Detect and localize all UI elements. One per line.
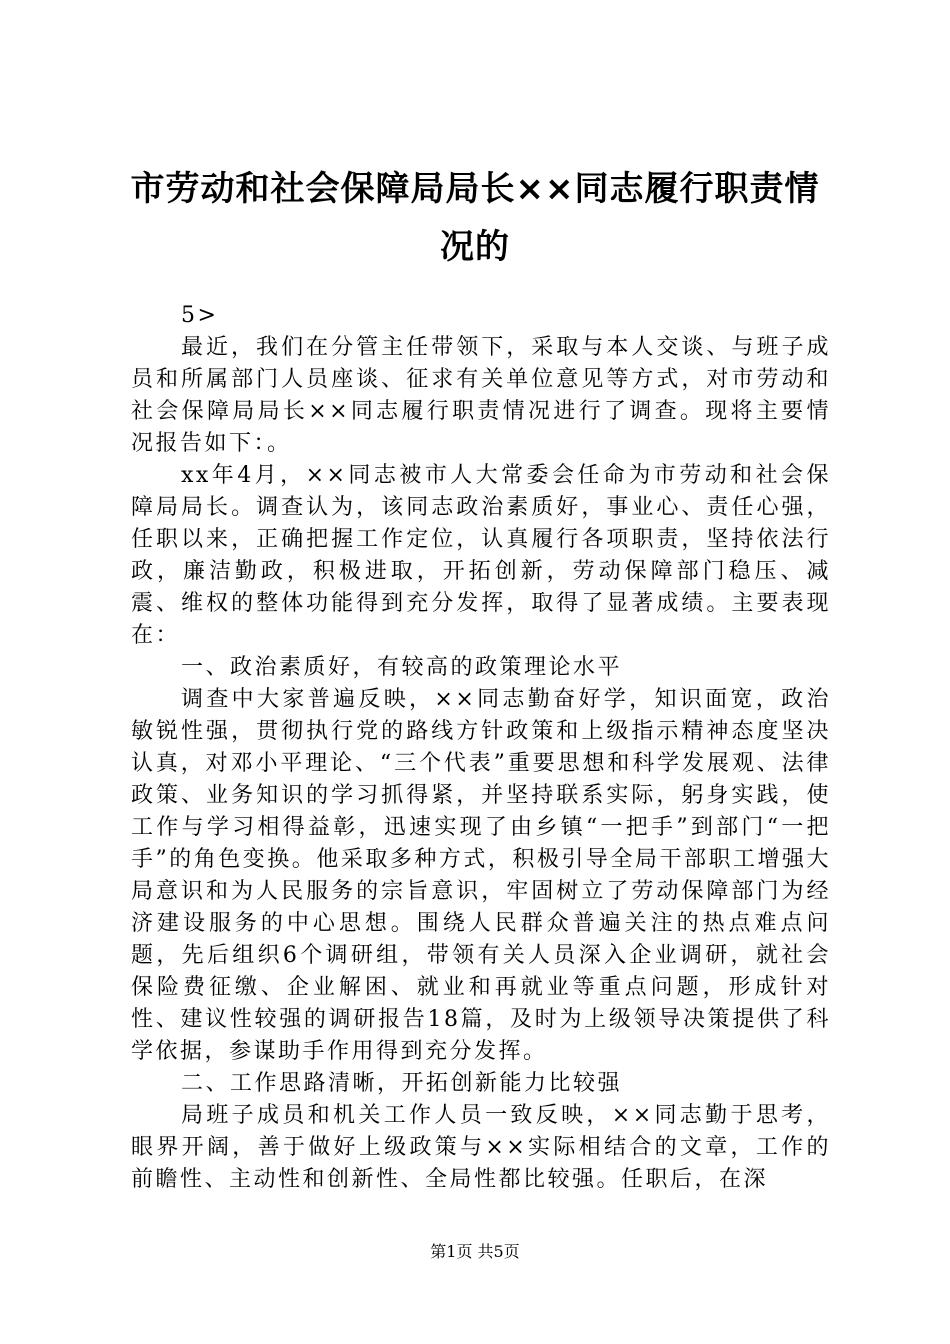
paragraph-intro: 最近，我们在分管主任带领下，采取与本人交谈、与班子成员和所属部门人员座谈、征求有关单位意见等方式，对市劳动和社会保障局局长××同志履行职责情况进行了调查。现将主要情况报告如下：。 [131,335,831,456]
paragraph-section-1: 调查中大家普遍反映，××同志勤奋好学，知识面宽，政治敏锐性强，贯彻执行党的路线方针政策和上级指示精神态度坚决认真，对邓小平理论、“三个代表”重要思想和科学发展观、法律政策、业务知识的学习抓得紧，并坚持联系实际，躬身实践，使工作与学习相得益彰，迅速实现了由乡镇“一把手”到部门“一把手”的角色变换。他采取多种方式，积极引导全局干部职工增强大局意识和为人民服务的宗旨意识，牢固树立了劳动保障部门为经济建设服务的中心思想。围绕人民群众普遍关注的热点难点问题，先后组织6个调研组，带领有关人员深入企业调研，就社会保险费征缴、企业解困、就业和再就业等重点问题，形成针对性、建议性较强的调研报告18篇，及时为上级领导决策提供了科学依据，参谋助手作用得到充分发挥。 [131,687,831,1064]
document-title [0,160,950,276]
section-heading-1: 一、政治素质好，有较高的政策理论水平 [181,655,623,680]
paragraph-marker: 5> [181,303,219,328]
page-footer: 第1页 共5页 [430,1242,520,1261]
document-body [131,300,831,1196]
paragraph-overview: xx年4月，××同志被市人大常委会任命为市劳动和社会保障局局长。调查认为，该同志政治素质好，事业心、责任心强，任职以来，正确把握工作定位，认真履行各项职责，坚持依法行政，廉洁勤政，积极进取，开拓创新，劳动保障部门稳压、减震、维权的整体功能得到充分发挥，取得了显著成绩。主要表现在： [131,463,831,648]
document-title-line1: 市劳动和社会保障局局长××同志履行职责情 [130,169,820,209]
document-title-line2: 况的 [440,227,510,267]
section-heading-2: 二、工作思路清晰，开拓创新能力比较强 [181,1071,623,1096]
paragraph-section-2: 局班子成员和机关工作人员一致反映，××同志勤于思考，眼界开阔，善于做好上级政策与××实际相结合的文章，工作的前瞻性、主动性和创新性、全局性都比较强。任职后，在深 [131,1103,831,1192]
